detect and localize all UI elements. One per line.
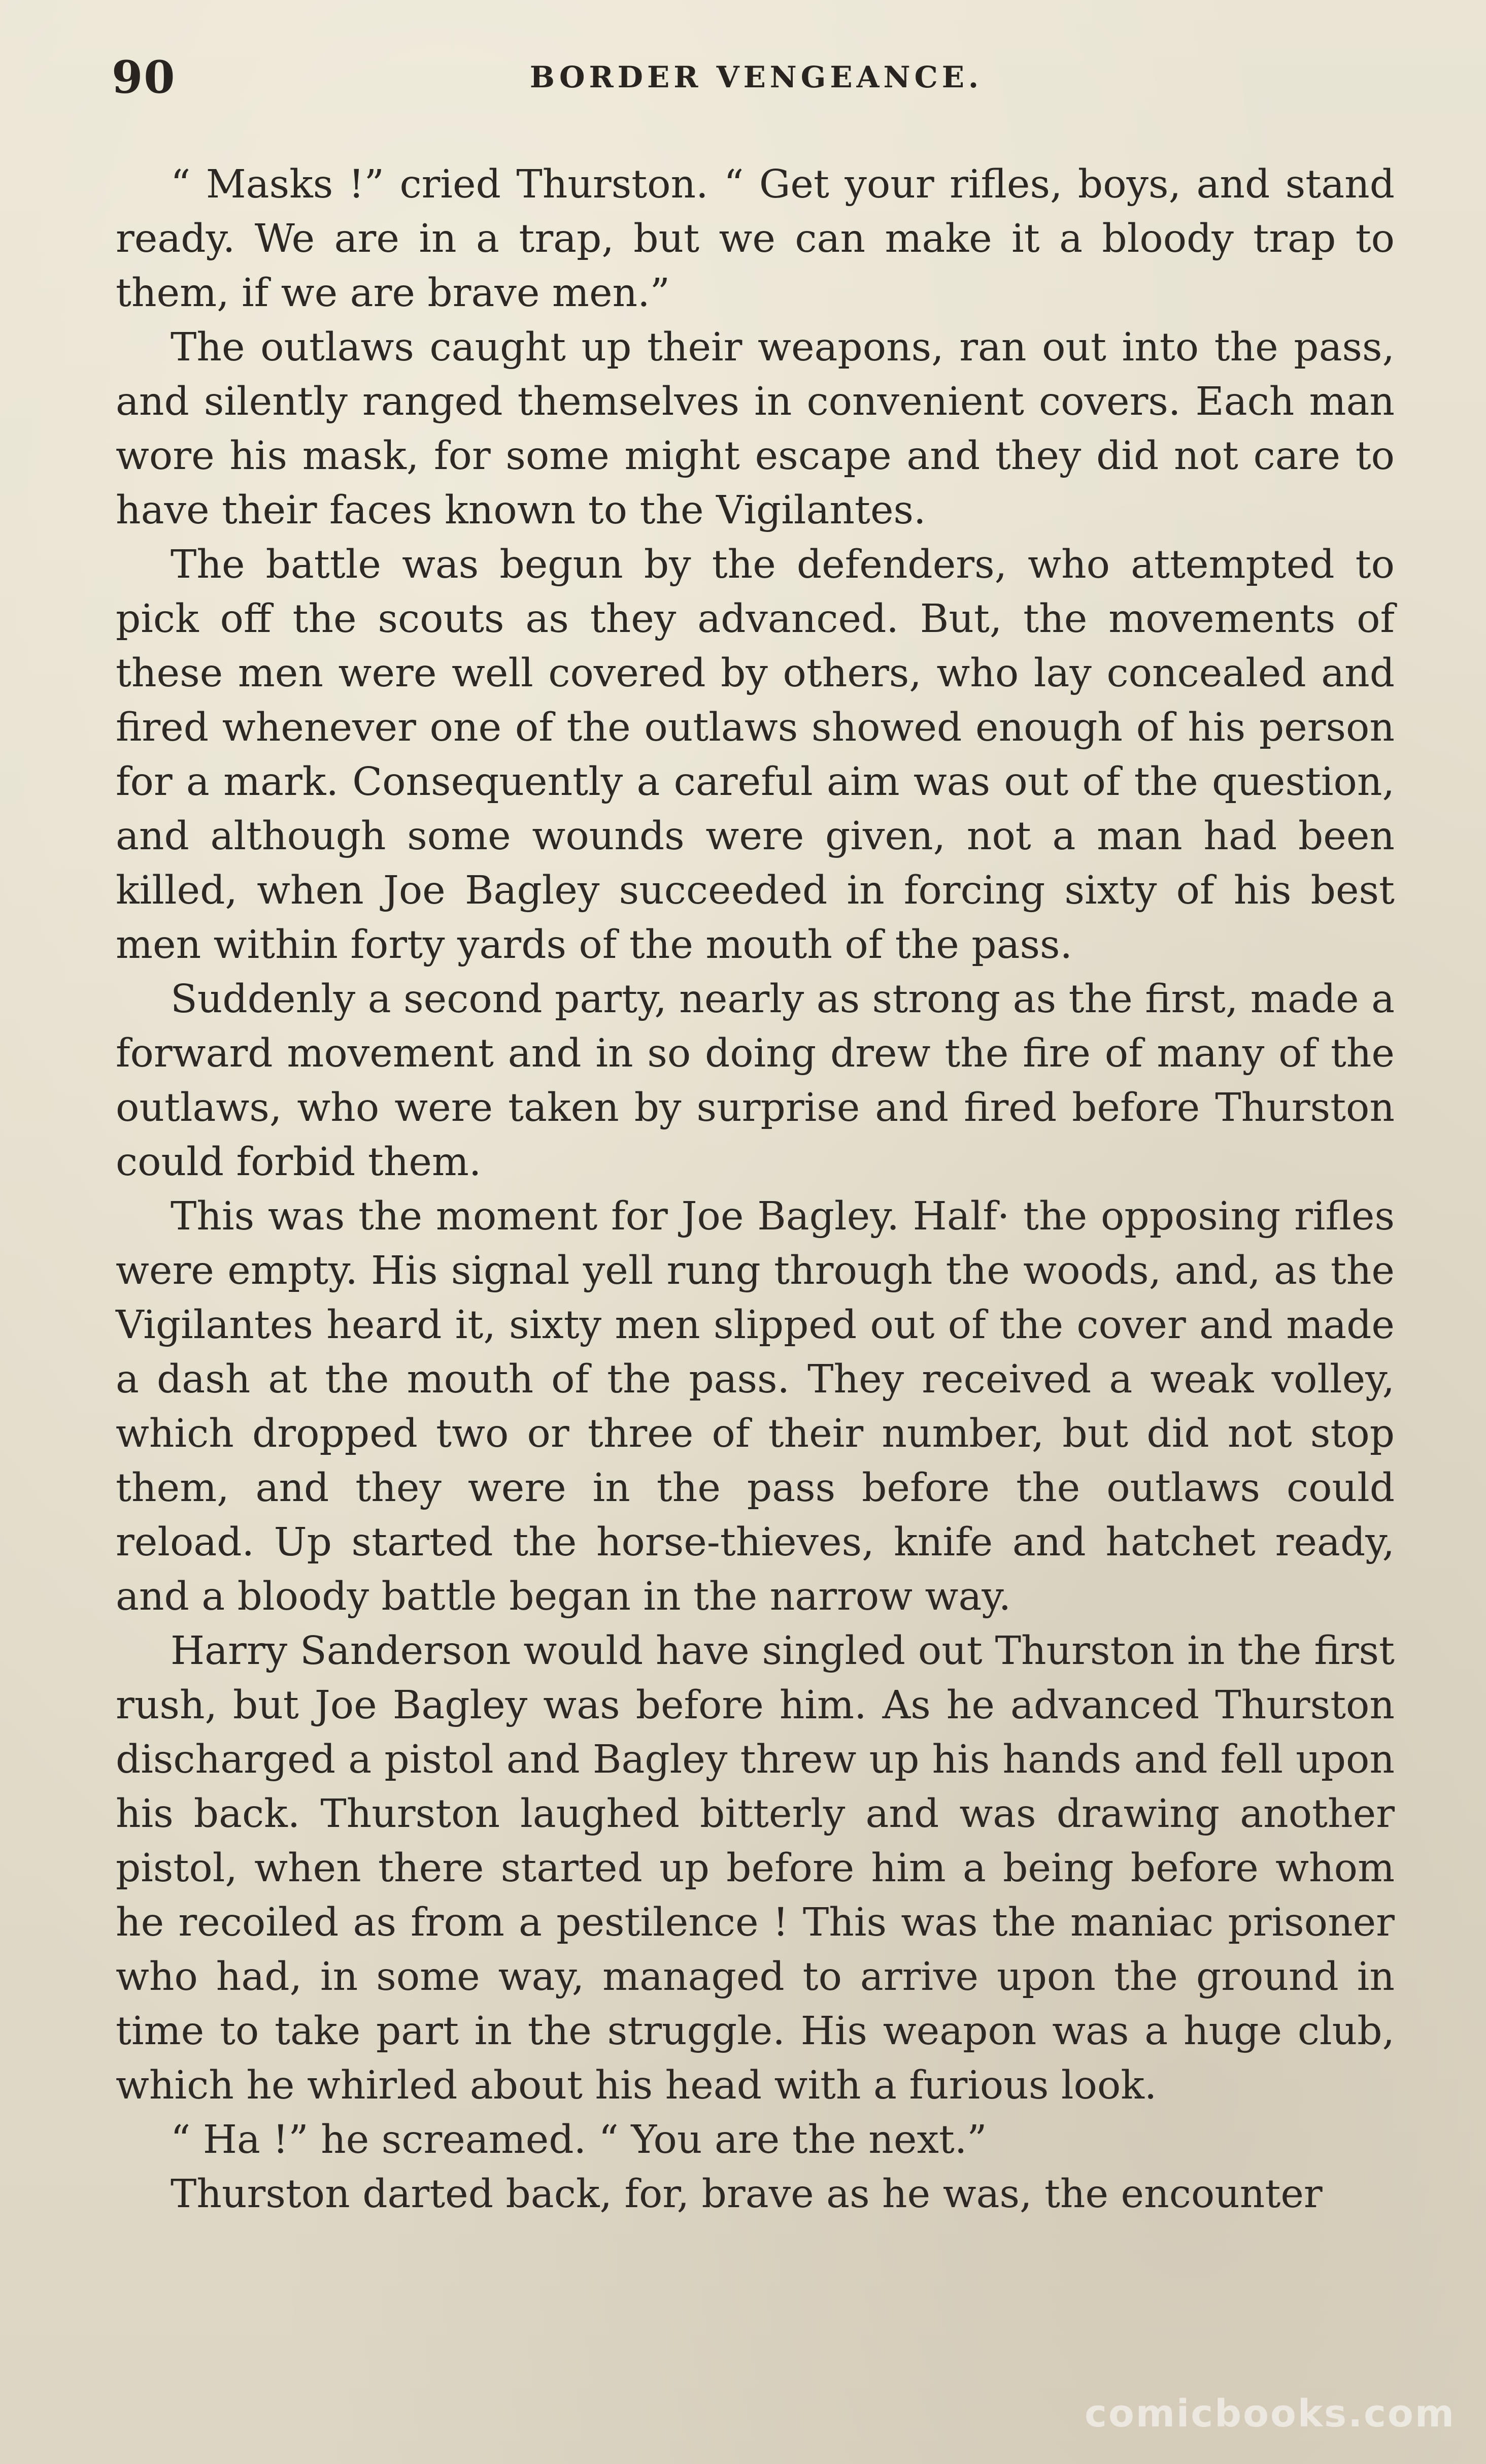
paragraph: Harry Sanderson would have singled out Thurston in the first rush, but Joe Bagley was before him. As he advanced Thurston discharged a pistol and Bagley threw up his hands and fell upon his back. Thurston laughed bitterly and was drawing another pistol, when there started up before him a being before whom he recoiled as from a pestilence ! This was the maniac prisoner who had, in some way, managed to arrive upon the ground in time to take part in the struggle. His weapon was a huge club, which he whirled about his head with a furious look.	[116, 1628, 1395, 2108]
watermark-text: comicbooks.com	[1085, 2392, 1456, 2436]
page-header	[112, 51, 1401, 107]
body-text	[116, 157, 1395, 2221]
paragraph: This was the moment for Joe Bagley. Half· the opposing rifles were empty. His signal yell rung through the woods, and, as the Vigilantes heard it, sixty men slipped out of the cover and made a dash at the mouth of the pass. They received a weak volley, which dropped two or three of their number, but did not stop them, and they were in the pass before the outlaws could reload. Up started the horse-thieves, knife and hatchet ready, and a bloody battle began in the narrow way.	[116, 1194, 1395, 1619]
paragraph: “ Ha !” he screamed. “ You are the next.”	[171, 2117, 987, 2162]
paragraph: Suddenly a second party, nearly as strong as the first, made a forward movement and in so doing drew the fire of many of the outlaws, who were taken by surprise and fired before Thurston could forbid them.	[116, 977, 1395, 1185]
paragraph: The battle was begun by the defenders, who attempted to pick off the scouts as they advanced. But, the movements of these men were well covered by others, who lay concealed and fired whenever one of the outlaws showed enough of his person for a mark. Consequently a careful aim was out of the question, and although some wounds were given, not a man had been killed, when Joe Bagley succeeded in forcing sixty of his best men within forty yards of the mouth of the pass.	[116, 542, 1395, 968]
page-number: 90	[112, 51, 176, 104]
paragraph: The outlaws caught up their weapons, ran out into the pass, and silently ranged themselves in convenient covers. Each man wore his mask, for some might escape and they did not care to have their faces known to the Vigilantes.	[116, 325, 1395, 533]
paragraph: Thurston darted back, for, brave as he was, the encounter	[171, 2172, 1323, 2217]
paragraph: “ Masks !” cried Thurston. “ Get your rifles, boys, and stand ready. We are in a trap, but we can make it a bloody trap to them, if we are brave men.”	[116, 162, 1395, 316]
running-title: BORDER VENGEANCE.	[529, 60, 983, 94]
